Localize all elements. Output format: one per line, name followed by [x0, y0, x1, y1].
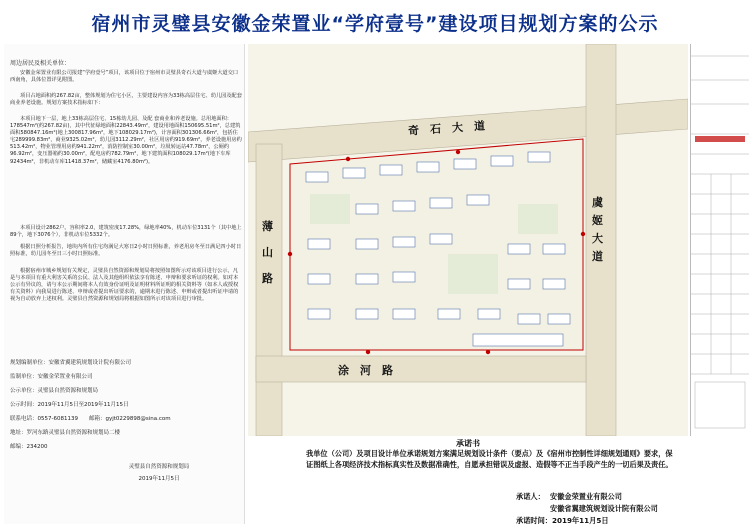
building — [343, 168, 365, 178]
site-plan-drawing — [248, 44, 688, 436]
building — [356, 274, 378, 284]
road-label-right: 虞姬大道 — [592, 196, 603, 263]
technical-table-strip — [690, 44, 749, 436]
building — [543, 279, 565, 289]
road-bottom — [256, 356, 586, 382]
building — [356, 309, 378, 319]
header — [0, 0, 750, 42]
building — [508, 279, 530, 289]
building — [356, 204, 378, 214]
building — [491, 156, 513, 166]
building — [528, 152, 550, 162]
paragraph-4: 本项目设计2862户。容积率2.0，建筑密度17.28%，绿地率40%，机动车位3131个（其中地上89个，地下3076个），非机动车位5332个。 — [10, 225, 242, 239]
marker — [346, 157, 350, 161]
signature-date: 2019年11月5日 — [138, 476, 180, 482]
building — [467, 195, 489, 205]
marker — [366, 350, 370, 354]
info-supervisor: 监制单位：安徽金荣置业有限公司 — [10, 374, 93, 380]
building — [430, 198, 452, 208]
pledge-title: 承诺书 — [456, 439, 480, 448]
road-label-top: 奇 石 大 道 — [407, 119, 486, 138]
pledge-date: 承诺时间：2019年11月5日 — [516, 516, 609, 525]
marker — [486, 350, 490, 354]
building — [478, 309, 500, 319]
building — [393, 272, 415, 282]
info-publisher: 公示单位：灵璧县自然资源和规划局 — [10, 388, 99, 394]
pledge-section — [248, 438, 748, 526]
building — [438, 309, 460, 319]
marker — [288, 252, 292, 256]
building — [306, 172, 328, 182]
pledge-signer-2: 安徽省翼建筑规划设计院有限公司 — [550, 504, 658, 513]
paragraph-2: 项目占地面积约267.82亩，整体规划为住宅小区，主要建设内容为33栋高层住宅、幼儿园及配套商业养老设施。规划方案技术指标如下： — [10, 93, 242, 107]
green-area — [310, 194, 350, 224]
building — [518, 314, 540, 324]
page-title: 宿州市灵璧县安徽金荣置业“学府壹号”建设项目规划方案的公示 — [91, 13, 659, 35]
building — [308, 309, 330, 319]
building — [417, 162, 439, 172]
pledge-text: 我单位（公司）及项目设计单位承诺规划方案满足规划设计条件（要点）及《宿州市控制性详细规划通则》要求，保证图纸上各项经济技术指标真实性及数据准确性，自愿承担错误及虚报、造假等不正当手段产生的一切后果及责任。 — [306, 449, 673, 469]
paragraph-5: 根据日照分析报告，地块内所有住宅均满足大寒日2小时日照标准，养老用房冬至日满足四小时日照标准，幼儿园冬至日三小时日照标准。 — [10, 244, 242, 258]
pledge-signer-label: 承诺人： — [516, 492, 545, 501]
road-label-left: 薄山路 — [262, 220, 273, 285]
technical-table — [691, 44, 749, 436]
info-period: 公示时间：2019年11月5日至2019年11月15日 — [10, 402, 129, 408]
greeting: 周边居民及相关单位： — [10, 60, 71, 67]
road-label-bottom: 涂 河 路 — [338, 364, 393, 377]
building — [308, 239, 330, 249]
info-postcode: 邮编：234200 — [10, 444, 48, 450]
building — [508, 244, 530, 254]
building — [543, 244, 565, 254]
building — [380, 165, 402, 175]
marker — [456, 150, 460, 154]
building — [393, 237, 415, 247]
pledge-signer-1: 安徽金荣置业有限公司 — [550, 492, 622, 501]
site-plan — [248, 44, 688, 436]
building — [393, 201, 415, 211]
signature-org: 灵璧县自然资源和规划局 — [128, 464, 190, 470]
building — [308, 274, 330, 284]
building — [356, 239, 378, 249]
marker — [581, 232, 585, 236]
building — [473, 334, 563, 346]
building — [430, 234, 452, 244]
building — [548, 314, 570, 324]
building — [454, 159, 476, 169]
info-address: 地址：罗河东路灵璧县自然资源和规划局二楼 — [10, 430, 121, 436]
info-design-unit: 规划编制单位：安徽省翼建筑规划设计院有限公司 — [10, 360, 132, 366]
info-contact: 联系电话：0557-6081139 邮箱：gyjt0229898@sina.com — [10, 416, 171, 422]
paragraph-1: 安徽金荣置业有限公司报建“学府壹号”项目，该项目位于宿州市灵璧县奇石大道与虞姬大道交口西南角，具体位置详见附图。 — [10, 70, 239, 84]
green-area — [518, 204, 558, 234]
paragraph-3: 本项目地下一层，地上33栋高层住宅、15栋幼儿园、及配 套商业和养老设施。总用地面积：178547m²(约267.82亩)，其中代征绿地面积22843.49m²，建设用地面积150695.51m²，总建筑面积580847.16m²(地上300817.96m²，地下108029.17m²)，计容面积301306.66m²，包括住宅289999.83m²，商业9325.02m²，幼儿园3112.29m²，社区用房约919.69m²，养老设施用房约513.42m²，物业管理用房约941.22m²，消防控制室30.00m²，垃圾转运站47.78m²，公厕约96.92m²，变压器箱约30.00m²，配电房约782.79m²，地下建筑面积108029.17m²(地下车库92434m²，非机动车库11418.37m²，储藏室4176.80m²)。 — [10, 116, 242, 165]
left-text-panel — [4, 44, 245, 524]
building — [393, 309, 415, 319]
paragraph-6: 根据宿州市城乡规划有关规定，灵璧县自然资源和规划局将按照如图所示对该项目进行公示，凡是与本项目有重大利害关系的公民、法人及其他组织依法享有陈述、申辩和要求听证的权利。如对本公示有异议的，请与本公示期间将本人有效身份证明及证明材料所证明的相关资料等（如本人或授权有关资料）向我局进行陈述、申辩或者提出听证要求的，逾期未进行陈述、申辩或者提出听证申请的视为自动放弃上述权利。灵璧县自然资源和规划局将根据如图所示对该项目进行审批。 — [10, 268, 239, 303]
green-area — [448, 254, 498, 294]
